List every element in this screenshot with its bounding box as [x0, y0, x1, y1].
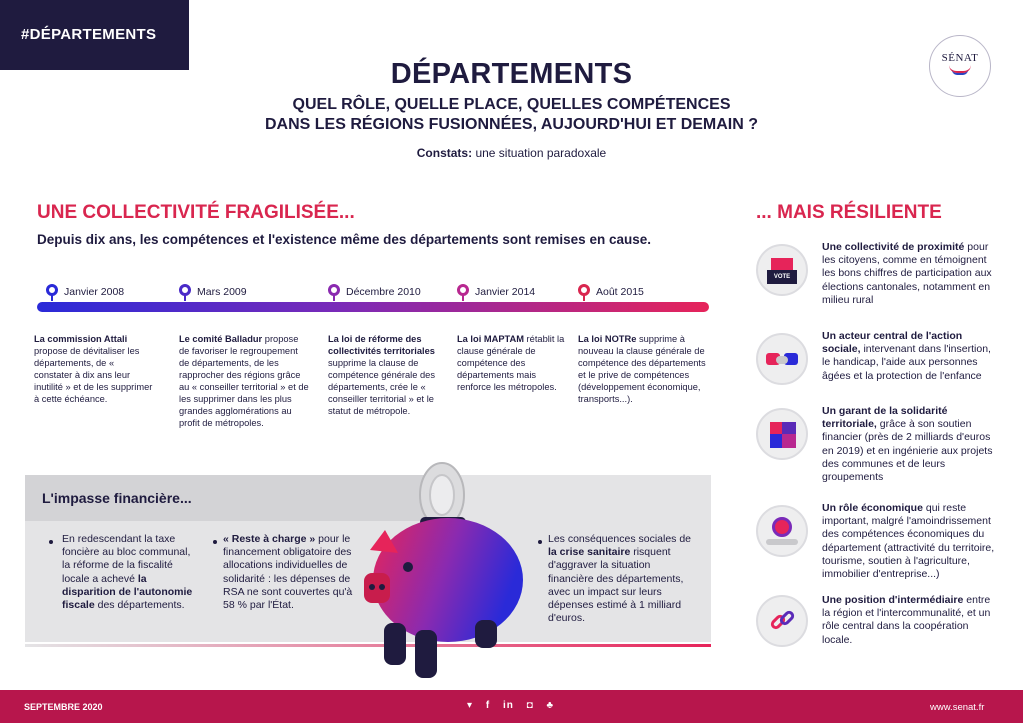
timeline-date: Décembre 2010 — [346, 285, 421, 298]
finance-text: En redescendant la taxe foncière au bloc communal, la réforme de la fiscalité locale a achevé — [62, 533, 191, 585]
hashtag-banner: #DÉPARTEMENTS — [0, 0, 189, 70]
facebook-icon[interactable]: f — [485, 700, 491, 711]
resilience-body: qui reste important, malgré l'amoindrissement des compétences économiques du département (attractivité du territoire, tourisme, soutien à l'agriculture, immobilier d'entreprise...) — [822, 502, 995, 581]
footer-date: SEPTEMBRE 2020 — [24, 702, 103, 712]
coin-hand-icon — [756, 505, 808, 557]
snapchat-icon[interactable]: ♣ — [546, 700, 554, 711]
timeline-date: Janvier 2014 — [475, 285, 536, 298]
timeline-pin-icon — [328, 284, 340, 299]
resilience-bold: Un garant de la solidarité territoriale, — [822, 405, 948, 431]
resilience-body: grâce à son soutien financier (près de 2 milliards d'euros en 2019) et en ingénierie aux projets des communes et de leurs groupements — [822, 418, 993, 484]
timeline-date: Mars 2009 — [197, 285, 247, 298]
finance-title: L'impasse financière... — [42, 490, 192, 506]
finance-text: des départements. — [94, 599, 185, 612]
timeline-pin-icon — [46, 284, 58, 299]
timeline-pin-icon — [578, 284, 590, 299]
constats — [0, 146, 1023, 160]
timeline-bold: La loi de réforme des collectivités territoriales — [328, 334, 435, 356]
link-icon — [756, 595, 808, 647]
resilience-item-solidarite — [822, 405, 1000, 484]
resilience-bold: Une collectivité de proximité — [822, 241, 965, 253]
vote-label: VOTE — [767, 270, 797, 284]
timeline-body: propose de dévitaliser les départements, de « constater à dix ans leur inutilité » et de les supprimer à cette échéance. — [34, 346, 153, 404]
timeline-bold: Le comité Balladur — [179, 334, 263, 344]
resilience-bold: Un acteur central de l'action sociale, — [822, 330, 963, 356]
subtitle-line-2: DANS LES RÉGIONS FUSIONNÉES, AUJOURD'HUI ET DEMAIN ? — [264, 116, 759, 133]
timeline-bold: La commission Attali — [34, 334, 128, 344]
timeline-date: Août 2015 — [596, 285, 644, 298]
footer — [0, 690, 1023, 723]
timeline-pin-icon — [179, 284, 191, 299]
timeline-date: Janvier 2008 — [64, 285, 125, 298]
footer-website-link[interactable]: www.senat.fr — [930, 702, 985, 713]
timeline-body: rétablit la clause générale de compétence des départements mais renforce les métropoles. — [457, 334, 565, 392]
resilience-item-action-sociale — [822, 330, 1000, 383]
resilience-item-economique — [822, 502, 1000, 581]
timeline-marker-2008 — [46, 284, 124, 299]
timeline-pin-icon — [457, 284, 469, 299]
timeline-marker-2015 — [578, 284, 644, 299]
subtitle-line-1: QUEL RÔLE, QUELLE PLACE, QUELLES COMPÉTENCES — [292, 96, 731, 113]
finance-bold: la disparition de l'autonomie fiscale — [62, 572, 193, 612]
timeline-body: supprime à nouveau la clause générale de compétence des départements et le prive de compétences (développement économique, transports...). — [578, 334, 706, 404]
timeline-bold: La loi MAPTAM — [457, 334, 524, 344]
finance-text: Les conséquences sociales de — [548, 533, 692, 545]
resilience-body: pour les citoyens, comme en témoignent les bons chiffres de participation aux élections cantonales, notamment en milieu rural — [822, 241, 992, 306]
timeline-marker-2014 — [457, 284, 535, 299]
timeline-text-2015 — [578, 333, 710, 405]
timeline-text-2009 — [179, 333, 309, 429]
page-subtitle — [0, 95, 1023, 135]
finance-bold: « Reste à charge » — [223, 533, 316, 545]
timeline-body: supprime la clause de compétence générale des départements, crée le « conseiller territorial » et le statut de métropole. — [328, 358, 435, 416]
constats-text: une situation paradoxale — [472, 146, 607, 160]
page-title: DÉPARTEMENTS — [390, 58, 633, 90]
resilience-item-proximite — [822, 241, 1000, 307]
finance-col-2 — [223, 533, 355, 612]
timeline-text-2014 — [457, 333, 565, 393]
timeline-body: propose de favoriser le regroupement de départements, de les rapprocher des régions grâce au « conseiller territorial » et de les supprimer dans les plus grandes agglomérations au profit de métropoles. — [179, 334, 309, 428]
puzzle-icon — [756, 408, 808, 460]
bullet-icon — [213, 540, 217, 544]
bullet-icon — [538, 540, 542, 544]
bullet-icon — [49, 540, 53, 544]
resilience-body: intervenant dans l'insertion, le handicap, l'aide aux personnes âgées et la protection de l'enfance — [822, 343, 991, 382]
timeline-bar — [37, 302, 709, 312]
timeline-bold: La loi NOTRe — [578, 334, 637, 344]
twitter-icon[interactable]: ▾ — [467, 700, 474, 711]
section-heading-resiliente: ... MAIS RÉSILIENTE — [756, 202, 942, 223]
timeline-marker-2009 — [179, 284, 247, 299]
resilience-bold: Une position d'intermédiaire — [822, 594, 964, 606]
finance-text: risquent d'aggraver la situation financière des départements, avec un impact sur leurs dépenses estimé à 1 milliard d'euros. — [548, 546, 684, 625]
finance-bold: la crise sanitaire — [548, 546, 631, 559]
finance-col-3 — [548, 533, 698, 625]
timeline-text-2008 — [34, 333, 154, 405]
section-heading-fragilisee: UNE COLLECTIVITÉ FRAGILISÉE... — [37, 202, 355, 223]
logo-text: SÉNAT — [941, 51, 979, 64]
resilience-bold: Un rôle économique — [822, 502, 923, 514]
constats-label: Constats: — [416, 146, 473, 160]
resilience-item-intermediaire — [822, 594, 1000, 647]
resilience-body: entre la région et l'intercommunalité, et un rôle central dans la coopération locale. — [822, 594, 991, 646]
instagram-icon[interactable]: ◘ — [526, 700, 534, 711]
intro-text: Depuis dix ans, les compétences et l'existence même des départements sont remises en cause. — [37, 232, 651, 247]
social-links — [467, 700, 563, 711]
handshake-icon — [756, 333, 808, 385]
linkedin-icon[interactable]: in — [502, 700, 514, 711]
finance-text: pour le financement obligatoire des allocations individuelles de solidarité : les dépenses de RSA ne sont couvertes qu'à 58 % par l'État. — [223, 533, 353, 612]
piggy-bank-icon — [360, 455, 530, 690]
timeline-marker-2010 — [328, 284, 421, 299]
vote-icon — [756, 244, 808, 296]
timeline-text-2010 — [328, 333, 442, 417]
finance-col-1 — [62, 533, 198, 612]
